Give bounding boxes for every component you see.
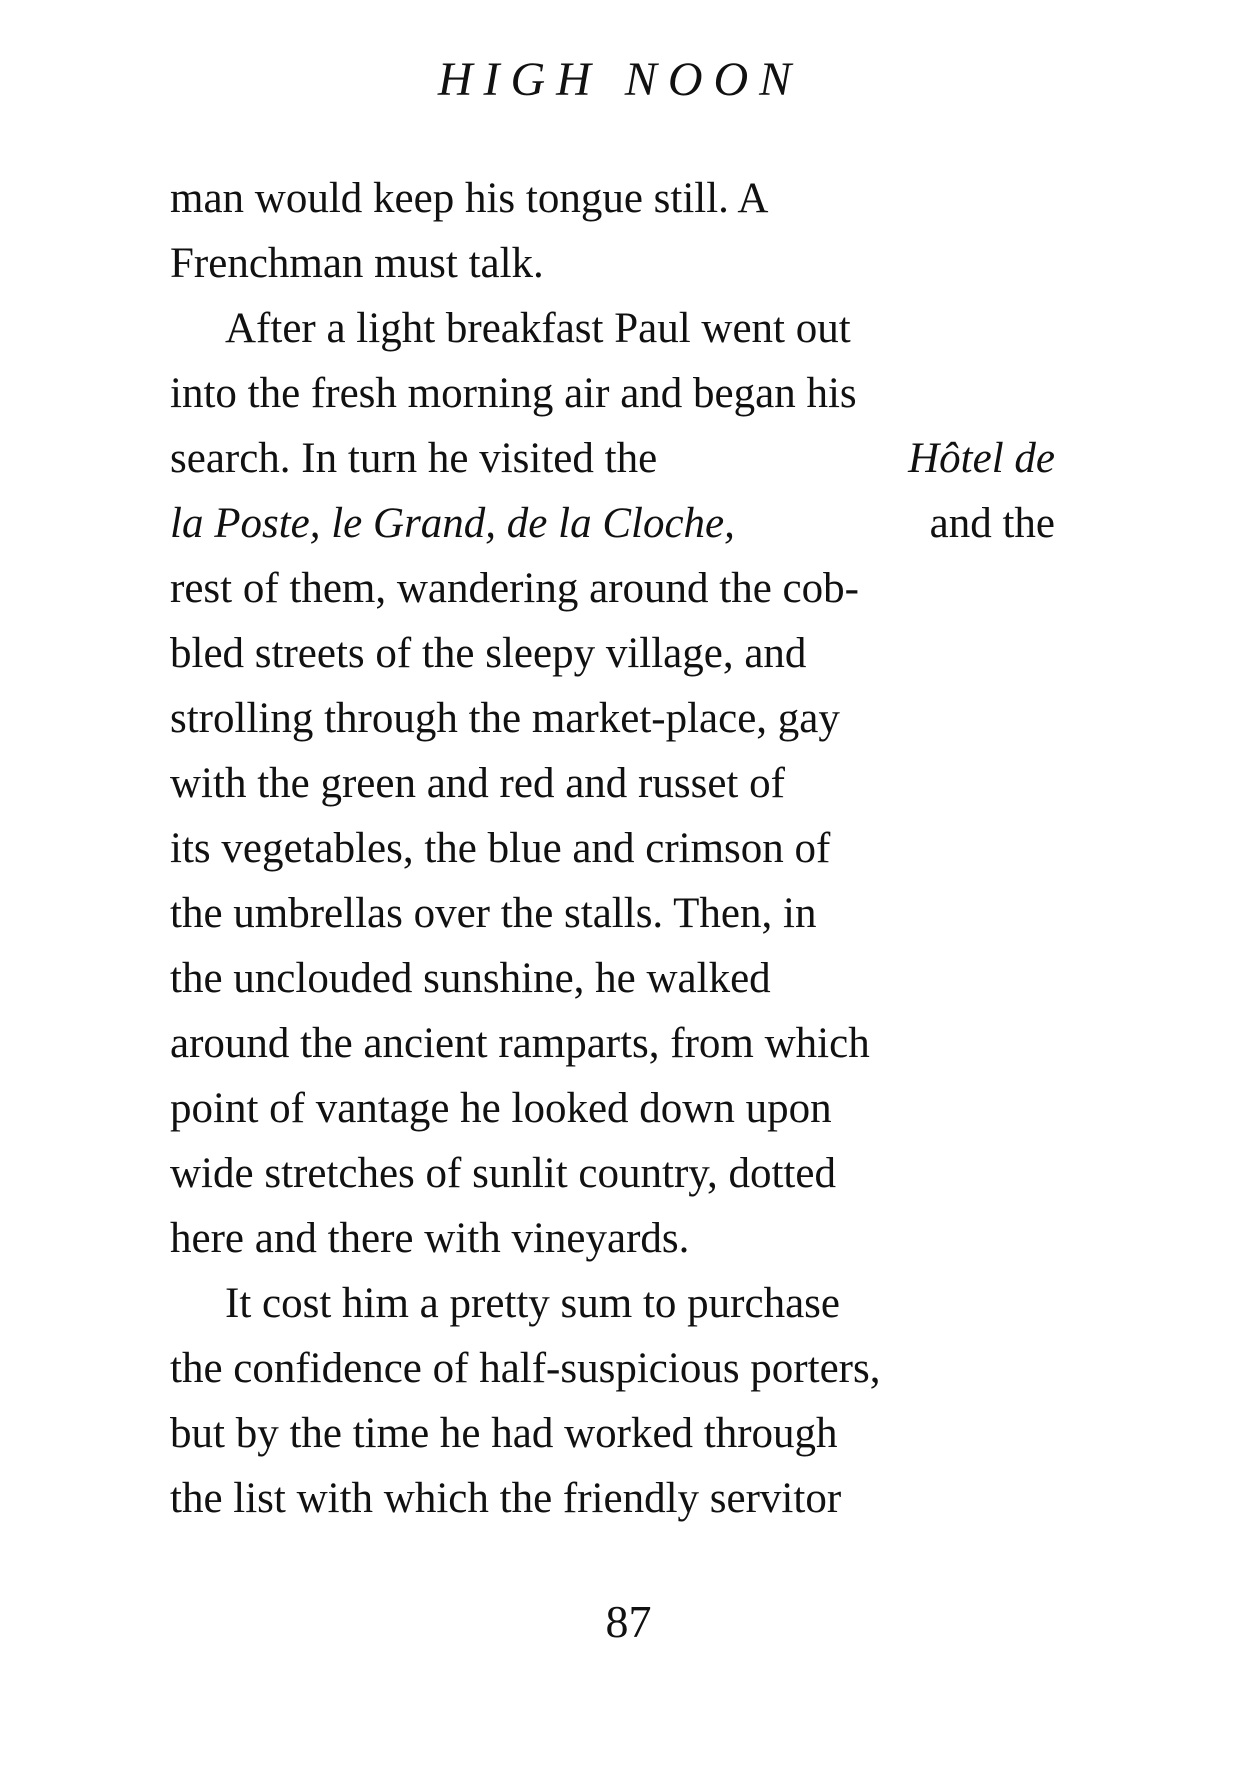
text-segment: and the (929, 500, 1055, 547)
text-line: the confidence of half-suspicious porters, (170, 1345, 881, 1392)
text-line (170, 426, 1055, 491)
text-line: into the fresh morning air and began his (170, 370, 857, 417)
text-line (170, 491, 1055, 556)
text-line: around the ancient ramparts, from which (170, 1020, 870, 1067)
text-line: here and there with vineyards. (170, 1215, 690, 1262)
text-line: its vegetables, the blue and crimson of (170, 825, 831, 872)
text-segment: search. In turn he visited the (170, 435, 658, 482)
page-number: 87 (605, 1596, 652, 1647)
body-text (170, 166, 1055, 1531)
text-line: bled streets of the sleepy village, and (170, 630, 807, 677)
italic-hotel-name: Hôtel de (908, 435, 1055, 482)
text-line: man would keep his tongue still. A (170, 175, 769, 222)
text-line: the list with which the friendly servitor (170, 1475, 842, 1522)
text-line: the umbrellas over the stalls. Then, in (170, 890, 817, 937)
text-line: It cost him a pretty sum to purchase (225, 1280, 840, 1327)
text-line: the unclouded sunshine, he walked (170, 955, 771, 1002)
text-line: Frenchman must talk. (170, 240, 544, 287)
text-line: but by the time he had worked through (170, 1410, 838, 1457)
running-head: HIGH NOON (437, 53, 803, 106)
text-line: wide stretches of sunlit country, dotted (170, 1150, 836, 1197)
text-line: After a light breakfast Paul went out (225, 305, 851, 352)
text-line: strolling through the market-place, gay (170, 695, 840, 742)
text-line: rest of them, wandering around the cob- (170, 565, 859, 612)
text-line: with the green and red and russet of (170, 760, 785, 807)
text-line: point of vantage he looked down upon (170, 1085, 832, 1132)
italic-hotel-names: la Poste, le Grand, de la Cloche, (170, 500, 735, 547)
